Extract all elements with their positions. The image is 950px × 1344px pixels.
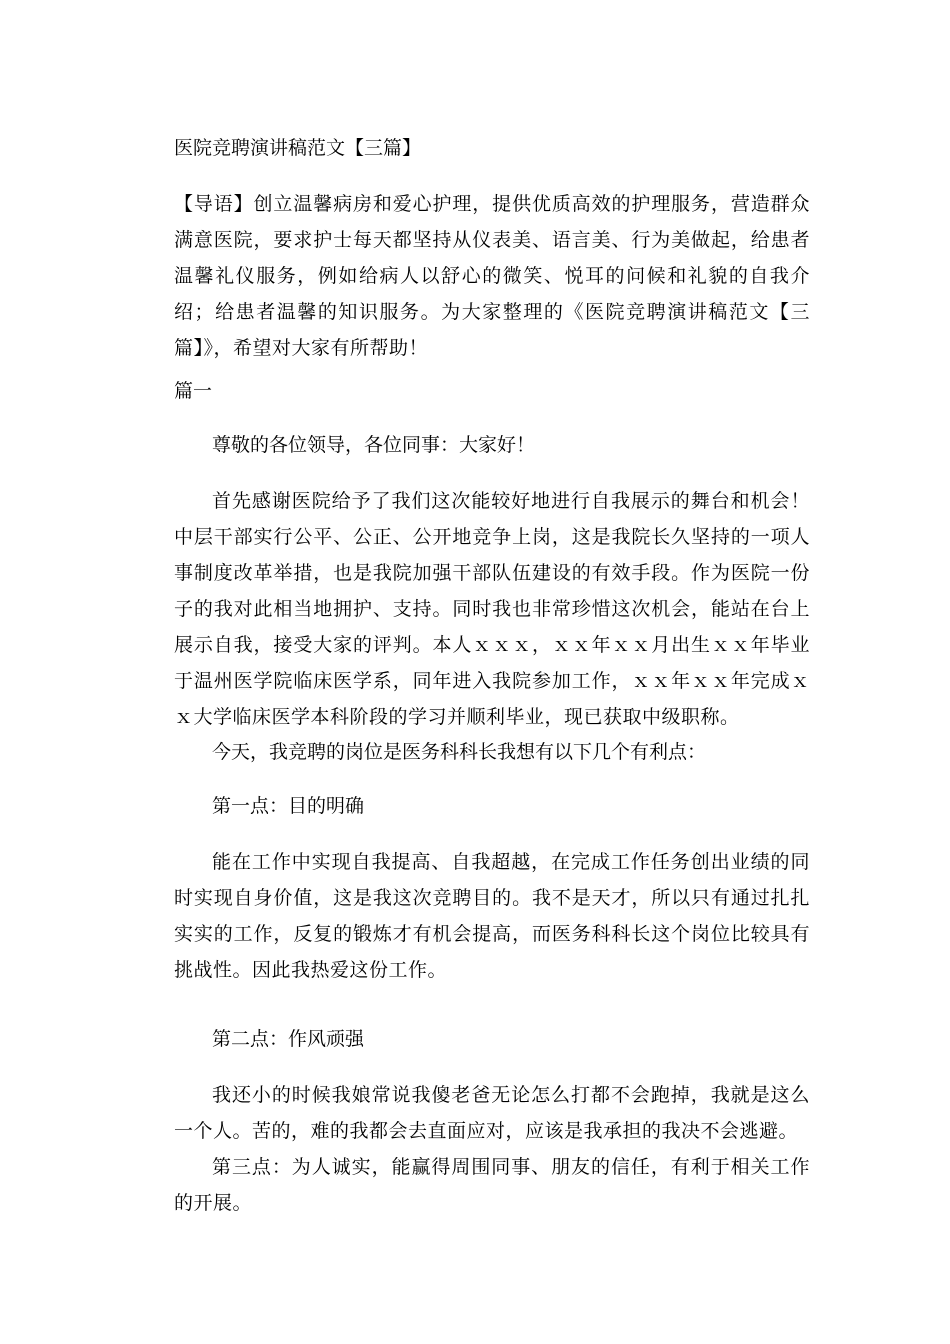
point1-body: 能在工作中实现自我提高、自我超越，在完成工作任务创出业绩的同时实现自身价值，这是我这次竞聘目的。我不是天才，所以只有通过扎扎实实的工作，反复的锻炼才有机会提高，而医务科科长这个岗位比较具有挑战性。因此我热爱这份工作。 bbox=[174, 851, 810, 981]
greeting: 尊敬的各位领导，各位同事：大家好！ bbox=[212, 434, 536, 456]
point3: 第三点：为人诚实，能赢得周围同事、朋友的信任，有利于相关工作的开展。 bbox=[174, 1156, 810, 1214]
point2-title: 第二点：作风顽强 bbox=[212, 1028, 365, 1050]
paragraph-position: 今天，我竞聘的岗位是医务科科长我想有以下几个有利点： bbox=[212, 741, 707, 763]
paragraph-intro-self: 首先感谢医院给予了我们这次能较好地进行自我展示的舞台和机会！中层干部实行公平、公正、公开地竞争上岗，这是我院长久坚持的一项人事制度改革举措，也是我院加强干部队伍建设的有效手段。作为医院一份子的我对此相当地拥护、支持。同时我也非常珍惜这次机会，能站在台上展示自我，接受大家的评判。本人ｘｘｘ，ｘｘ年ｘｘ月出生ｘｘ年毕业于温州医学院临床医学系，同年进入我院参加工作，ｘｘ年ｘｘ年完成ｘｘ大学临床医学本科阶段的学习并顺利毕业，现已获取中级职称。 bbox=[174, 490, 810, 728]
intro-paragraph: 【导语】创立温馨病房和爱心护理，提供优质高效的护理服务，营造群众满意医院，要求护士每天都坚持从仪表美、语言美、行为美做起，给患者温馨礼仪服务，例如给病人以舒心的微笑、悦耳的问候和礼貌的自我介绍；给患者温馨的知识服务。为大家整理的《医院竞聘演讲稿范文【三篇】》，希望对大家有所帮助！ bbox=[174, 193, 810, 359]
point1-title: 第一点：目的明确 bbox=[212, 795, 365, 817]
point2-body: 我还小的时候我娘常说我傻老爸无论怎么打都不会跑掉，我就是这么一个人。苦的，难的我都会去直面应对，应该是我承担的我决不会逃避。 bbox=[174, 1084, 810, 1142]
section-label: 篇一 bbox=[174, 380, 213, 402]
document-title: 医院竞聘演讲稿范文【三篇】 bbox=[174, 137, 422, 159]
